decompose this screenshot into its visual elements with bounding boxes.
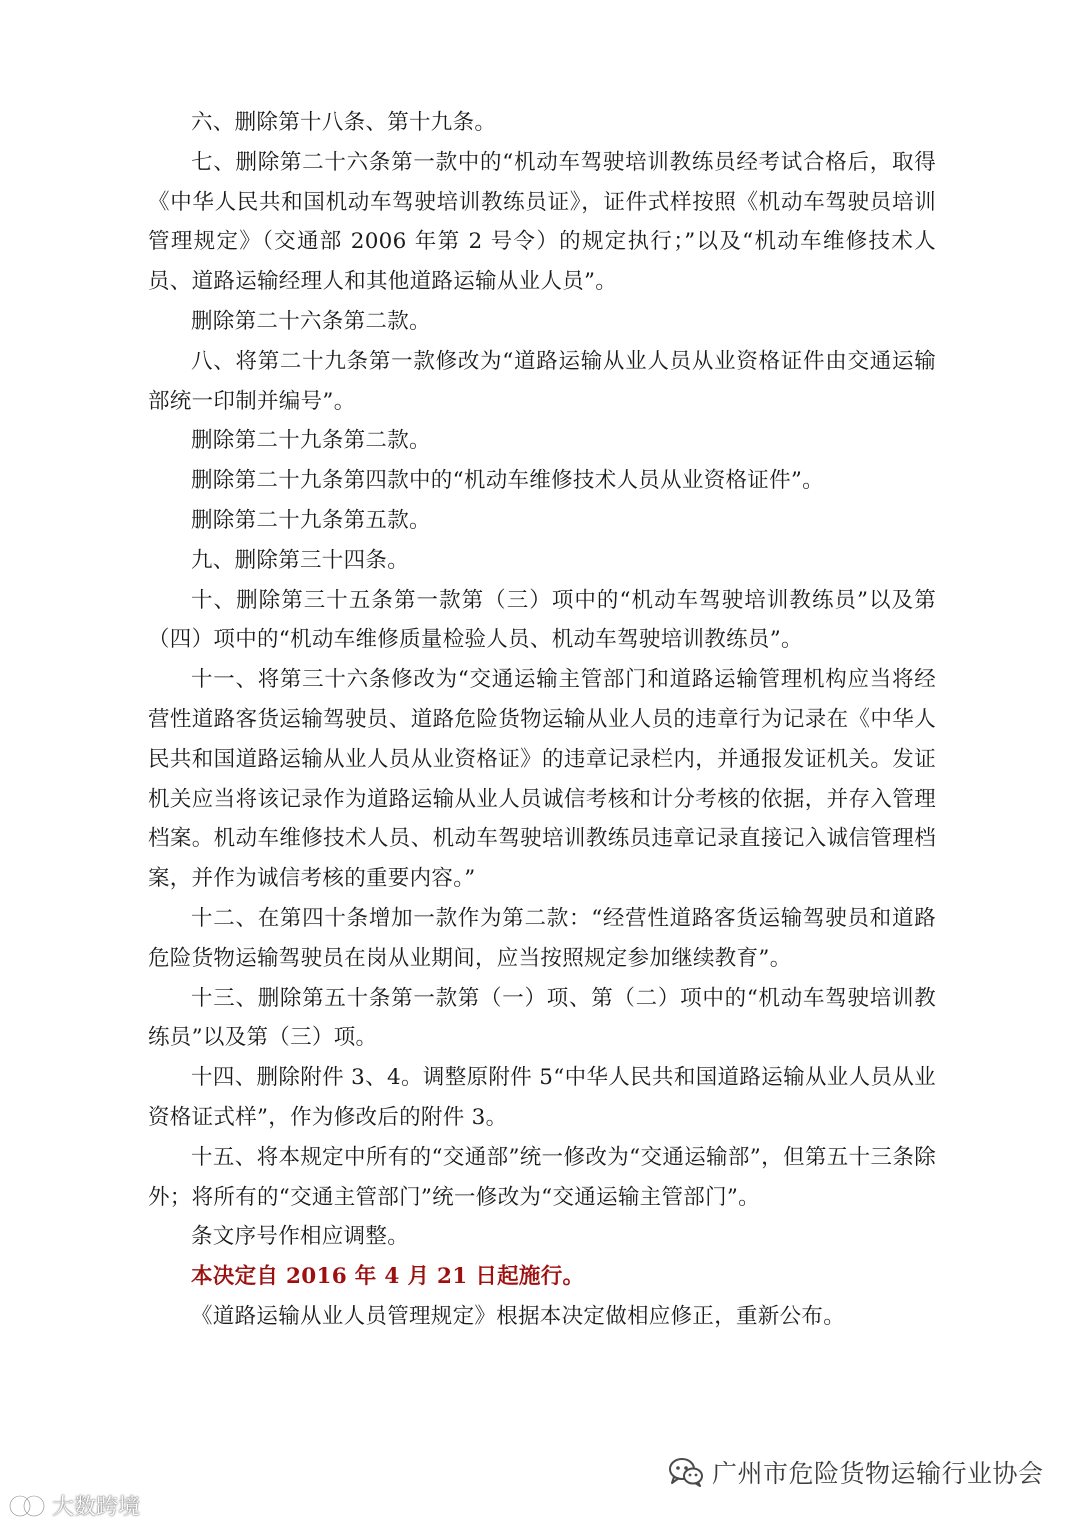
watermark-text: 广州市危险货物运输行业协会 (712, 1459, 1044, 1488)
paragraph-11: 十一、将第三十六条修改为“交通运输主管部门和道路运输管理机构应当将经营性道路客货运输驾驶员、道路危险货物运输从业人员的违章行为记录在《中华人民共和国道路运输从业人员从业资格证》的违章记录栏内，并通报发证机关。发证机关应当将该记录作为道路运输从业人员诚信考核和计分考核的依据，并存入管理档案。机动车维修技术人员、机动车驾驶培训教练员违章记录直接记入诚信管理档案，并作为诚信考核的重要内容。” (148, 667, 936, 892)
paragraph-15: 十五、将本规定中所有的“交通部”统一修改为“交通运输部”，但第五十三条除外；将所有的“交通主管部门”统一修改为“交通运输主管部门”。 (148, 1144, 936, 1210)
corner-brand-text: 大数跨境 (52, 1495, 141, 1520)
corner-brand-mark (8, 1490, 140, 1521)
paragraph-12: 十二、在第四十条增加一款作为第二款：“经营性道路客货运输驾驶员和道路危险货物运输驾驶员在岗从业期间，应当按照规定参加继续教育”。 (148, 905, 936, 971)
wechat-icon (668, 1457, 704, 1487)
paragraph-9: 九、删除第三十四条。 (191, 547, 410, 573)
republication-paragraph: 《道路运输从业人员管理规定》根据本决定做相应修正，重新公布。 (191, 1303, 846, 1329)
paragraph-8-delete-clause-5: 删除第二十九条第五款。 (191, 507, 431, 533)
effective-date-paragraph: 本决定自 2016 年 4 月 21 日起施行。 (191, 1264, 585, 1290)
paragraph-6: 六、删除第十八条、第十九条。 (191, 110, 497, 135)
paragraph-8-delete-clause-2: 删除第二十九条第二款。 (191, 428, 431, 454)
brand-logo-icon (8, 1493, 48, 1519)
paragraph-8-delete-clause-4: 删除第二十九条第四款中的“机动车维修技术人员从业资格证件”。 (191, 468, 824, 494)
wechat-watermark (668, 1454, 1044, 1490)
document-body (148, 103, 936, 1337)
paragraph-renumbering: 条文序号作相应调整。 (191, 1224, 410, 1250)
paragraph-10: 十、删除第三十五条第一款第（三）项中的“机动车驾驶培训教练员”以及第（四）项中的“机动车维修质量检验人员、机动车驾驶培训教练员”。 (148, 587, 936, 653)
paragraph-7: 七、删除第二十六条第一款中的“机动车驾驶培训教练员经考试合格后，取得《中华人民共和国机动车驾驶培训教练员证》，证件式样按照《机动车驾驶员培训管理规定》（交通部 2006 年第 2 号令）的规定执行；”以及“机动车维修技术人员、道路运输经理人和其他道路运输从业人员”。 (148, 149, 936, 295)
paragraph-8: 八、将第二十九条第一款修改为“道路运输从业人员从业资格证件由交通运输部统一印制并编号”。 (148, 348, 936, 414)
paragraph-14: 十四、删除附件 3、4。调整原附件 5“中华人民共和国道路运输从业人员从业资格证式样”，作为修改后的附件 3。 (148, 1065, 936, 1130)
paragraph-13: 十三、删除第五十条第一款第（一）项、第（二）项中的“机动车驾驶培训教练员”以及第（三）项。 (148, 985, 936, 1051)
paragraph-7-delete-clause: 删除第二十六条第二款。 (191, 308, 431, 334)
